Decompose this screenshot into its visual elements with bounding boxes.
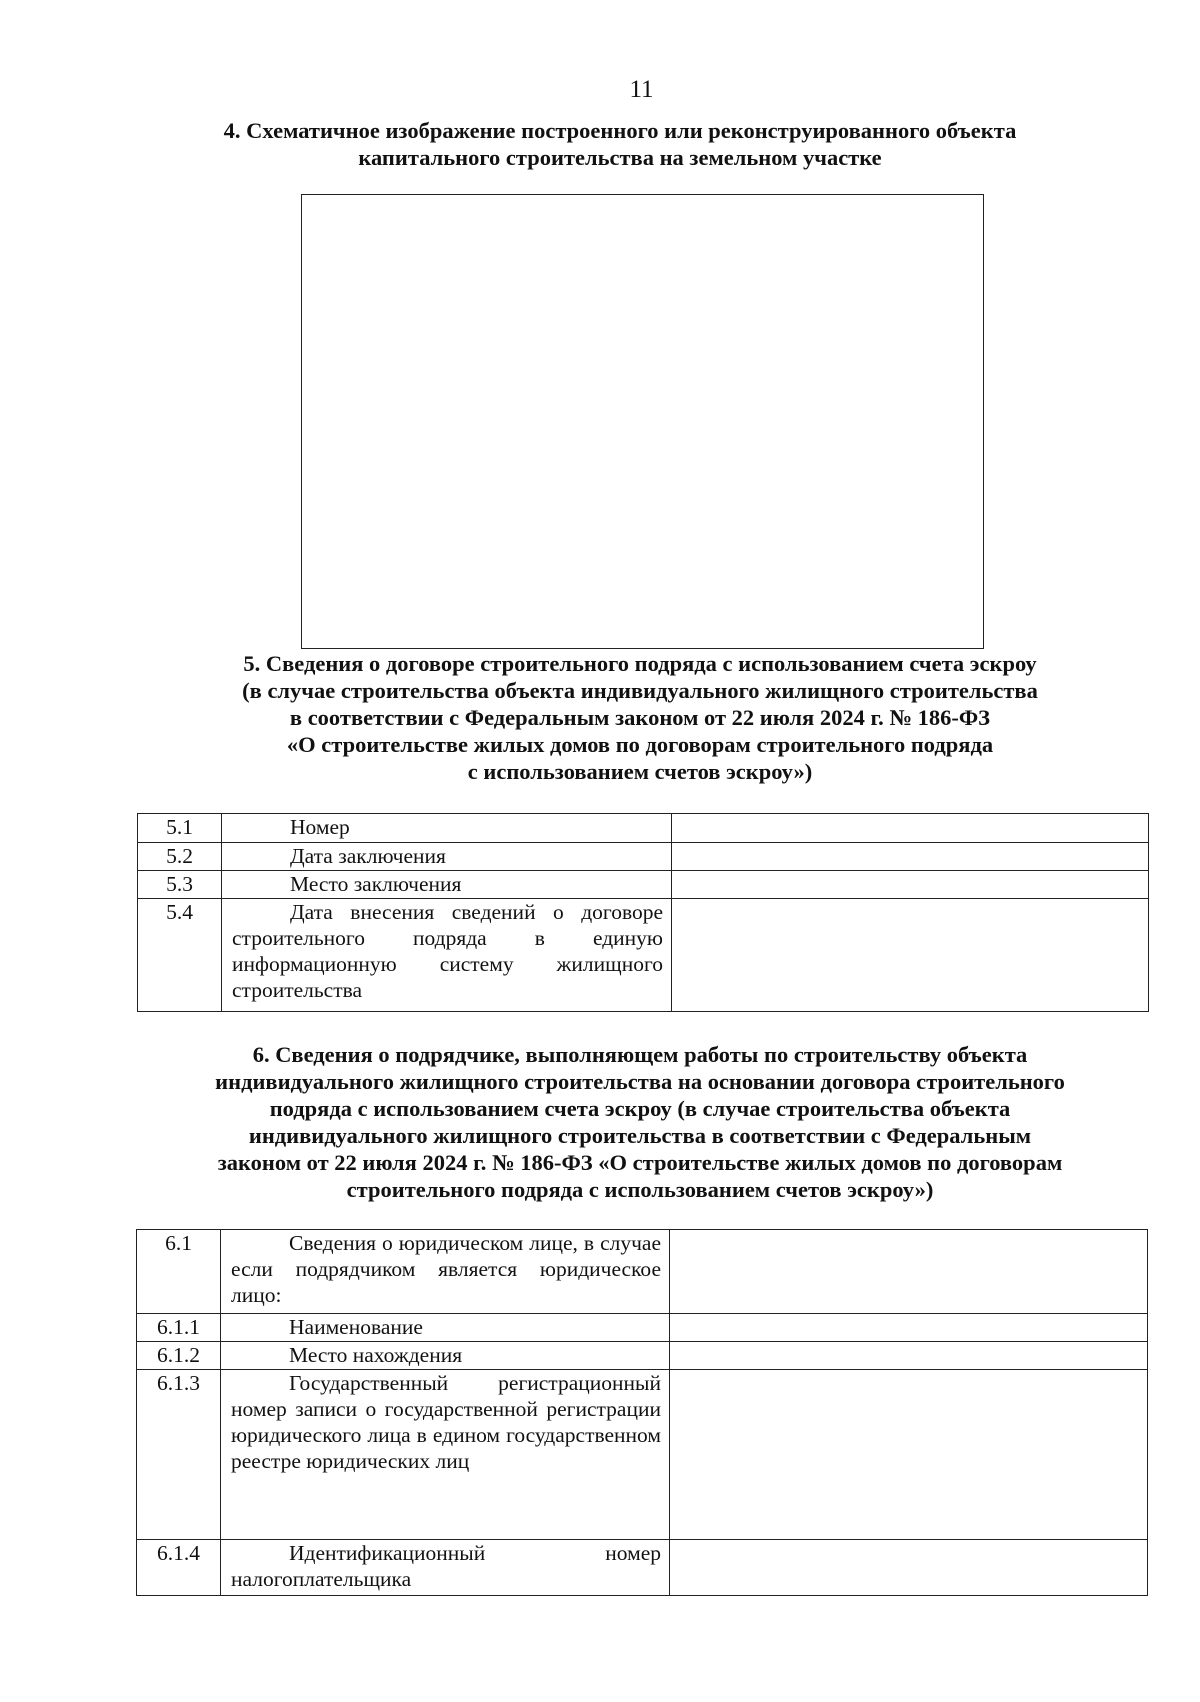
section-5-title-line: в соответствии с Федеральным законом от 22 июля 2024 г. № 186-ФЗ (289, 705, 991, 730)
row-label: Государственный регистрационный номер записи о государственной регистрации юридического лица в едином государственном реестре юридических лиц (221, 1370, 670, 1540)
row-label: Место заключения (222, 871, 672, 899)
row-label: Наименование (221, 1314, 670, 1342)
row-number: 6.1.2 (137, 1342, 221, 1370)
table-row (138, 814, 1149, 843)
row-number: 5.1 (138, 814, 222, 843)
section-6-title-line: строительного подряда с использованием счетов эскроу») (346, 1177, 934, 1202)
row-value-field[interactable] (670, 1230, 1148, 1314)
table-row (137, 1314, 1148, 1342)
section-6-title (80, 1041, 1200, 1203)
row-label: Место нахождения (221, 1342, 670, 1370)
row-label: Сведения о юридическом лице, в случае если подрядчиком является юридическое лицо: (221, 1230, 670, 1314)
contractor-info-table (136, 1229, 1148, 1596)
section-5-title-line: с использованием счетов эскроу») (467, 759, 813, 784)
schematic-drawing-area (301, 194, 984, 649)
section-5-title (140, 650, 1140, 785)
section-5-title-line: «О строительстве жилых домов по договорам строительного подряда (286, 732, 994, 757)
section-6-title-line: индивидуального жилищного строительства на основании договора строительного (215, 1069, 1065, 1094)
section-5-title-line: (в случае строительства объекта индивидуального жилищного строительства (242, 678, 1038, 703)
page-number: 11 (629, 76, 654, 103)
row-label: Дата внесения сведений о договоре строительного подряда в единую информационную систему жилищного строительства (222, 899, 672, 1012)
row-label: Дата заключения (222, 843, 672, 871)
section-6-title-line: подряда с использованием счета эскроу (в случае строительства объекта (269, 1096, 1011, 1121)
row-value-field[interactable] (670, 1540, 1148, 1596)
row-number: 6.1.1 (137, 1314, 221, 1342)
table-row (138, 871, 1149, 899)
table-row (137, 1342, 1148, 1370)
section-4-title-line: капитального строительства на земельном участке (358, 145, 882, 170)
row-number: 5.3 (138, 871, 222, 899)
row-label: Идентификационный номер налогоплательщика (221, 1540, 670, 1596)
row-number: 6.1.4 (137, 1540, 221, 1596)
row-number: 5.2 (138, 843, 222, 871)
section-4-title-line: 4. Схематичное изображение построенного или реконструированного объекта (223, 118, 1017, 143)
row-number: 6.1.3 (137, 1370, 221, 1540)
table-row (138, 843, 1149, 871)
contract-info-table (137, 813, 1149, 1012)
section-4-title (120, 117, 1120, 171)
row-value-field[interactable] (672, 843, 1149, 871)
section-6-title-line: индивидуального жилищного строительства в соответствии с Федеральным (248, 1123, 1032, 1148)
row-value-field[interactable] (670, 1342, 1148, 1370)
row-number: 6.1 (137, 1230, 221, 1314)
row-value-field[interactable] (672, 871, 1149, 899)
table-row (138, 899, 1149, 1012)
section-5-title-line: 5. Сведения о договоре строительного подряда с использованием счета эскроу (243, 651, 1037, 676)
table-row (137, 1230, 1148, 1314)
row-number: 5.4 (138, 899, 222, 1012)
row-value-field[interactable] (670, 1314, 1148, 1342)
row-value-field[interactable] (670, 1370, 1148, 1540)
table-row (137, 1540, 1148, 1596)
row-label: Номер (222, 814, 672, 843)
row-value-field[interactable] (672, 899, 1149, 1012)
section-6-title-line: законом от 22 июля 2024 г. № 186-ФЗ «О строительстве жилых домов по договорам (217, 1150, 1063, 1175)
section-6-title-line: 6. Сведения о подрядчике, выполняющем работы по строительству объекта (252, 1042, 1028, 1067)
row-value-field[interactable] (672, 814, 1149, 843)
table-row (137, 1370, 1148, 1540)
